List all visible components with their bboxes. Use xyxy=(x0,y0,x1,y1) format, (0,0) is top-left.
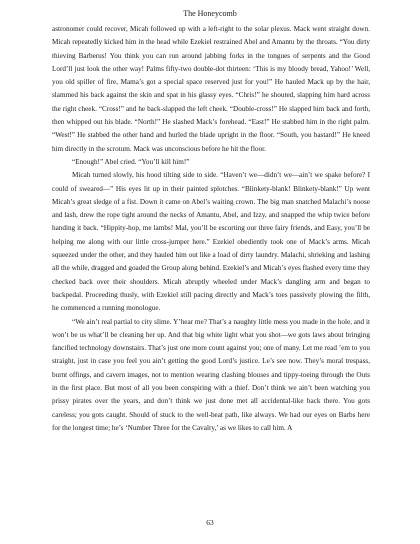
body-text xyxy=(52,23,370,435)
page-number: 63 xyxy=(206,518,214,527)
paragraph: Micah turned slowly, his hood tilting side to side. “Haven’t we—didn’t we—ain’t we spake before? I could of sweared—” His eyes lit up in their painted splotches. “Blinkety-blank! Blinkety-blank!” Up went Micah’s great sledge of a fist. Down it came on Abel’s waiting crown. The big man snatched Malachi’s noose and lash, drew the rope tight around the necks of Amantu, Abel, and Izzy, and snapped the whip twice before handing it back. “Hippity-hop, me lambs! Mal, you’ll be escorting our three fairy friends, and Easy, you’ll be helping me along with our little cross-jumper here.” Ezekiel obediently took one of Mack’s arms. Micah squeezed under the other, and they hauled him out like a load of dirty laundry. Malachi, shrieking and lashing all the while, dragged and goaded the Group along behind. Ezekiel’s and Micah’s eyes flashed every time they checked back over their shoulders. Micah abruptly wheeled under Mack’s dangling arm and began to backpedal. Proceeding thusly, with Ezekiel still pacing directly and Mack’s toes passively plowing the filth, he commenced a running monologue. xyxy=(52,171,370,313)
running-head: The Honeycomb xyxy=(183,9,237,18)
paragraph: “Enough!” Abel cried. “You’ll kill him!” xyxy=(72,157,190,166)
paragraph: astronomer could recover, Micah followed up with a left-right to the solar plexus. Mack went straight down. Micah repeatedly kicked him in the head while Ezekiel restrained Abel and Amantu by the throats. “You dirty thieving Barberus! You think you can run around jabbing forks in the tongues of serpents and the Good Lord’ll just look the other way! Palms fifty-two double-dot thirteen: ‘This is my bloody bread, Yahoo!’ Well, you old spiller of fire, Mama’s got a special space reserved just for you!” He hauled Mack up by the hair, slammed his back against the skin and spat in his glassy eyes. “Chris!” he shouted, slapping him hard across the right cheek. “Cross!” and he back-slapped the left cheek. “Double-cross!” He slapped him back and forth, then whipped out his blade. “North!” He slashed Mack’s forehead. “East!” He stabbed him in the right palm. “West!” He stabbed the other hand and hurled the blade upright in the floor. “South, you bastard!” He kneed him directly in the scrotum. Mack was unconscious before he hit the floor. xyxy=(52,25,370,153)
paragraph: “We ain’t real partial to city slime. Y’hear me? That’s a naughty little mess you made in the hole, and it won’t be us what’ll be cleaning her up. And that big white light what you shot—we gots laws about bringing fancified technology downstairs. That’s just one more count against you; one of many. Let me read ’em to you straight, just in case you feel you ain’t getting the good Lord’s justice. Le’s see now. They’s moral trespass, burnt offings, and cavern images, not to mention wearing clashing blouses and tippy-toeing through the Outs in the first place. But most of all you been conspiring with a thief. Don’t think we ain’t been watching you prissy pirates over the years, and don’t think we just done met all accidental-like back there. You gots careless; you gots caught. Should of stuck to the well-beat path, like always. We had our eyes on Barbs here for the longest time; he’s ‘Number Three for the Cavalry,’ as we likes to call him. A xyxy=(52,317,370,432)
